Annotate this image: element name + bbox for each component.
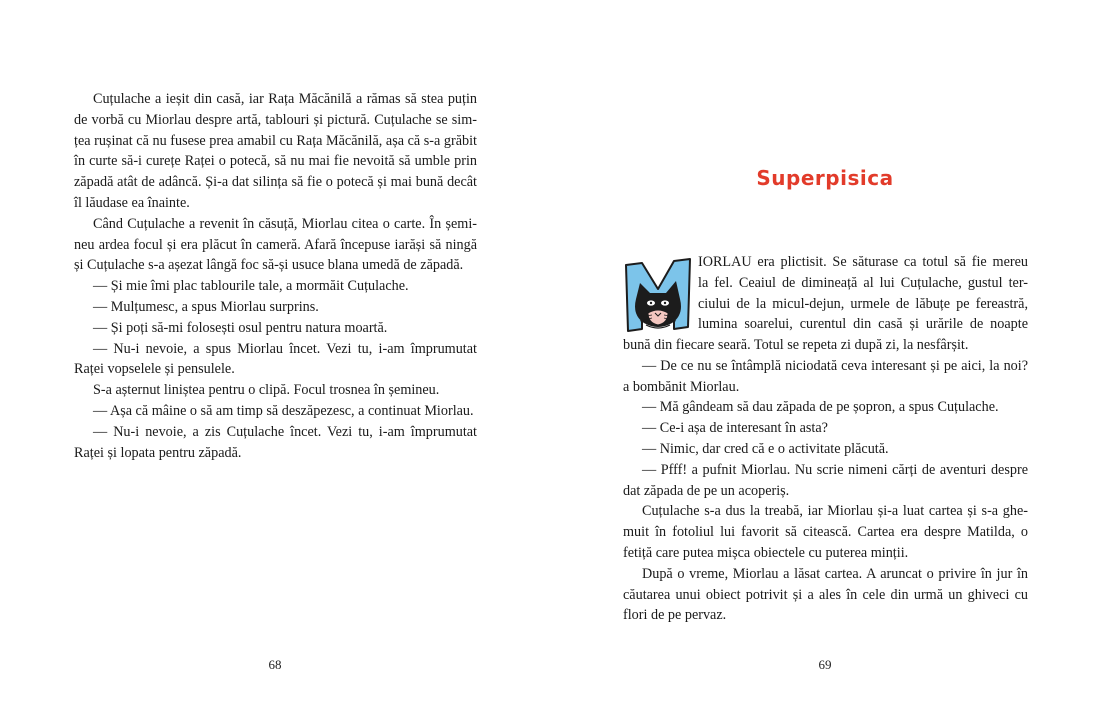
text-line: îl lăudase ea înainte. xyxy=(74,194,190,211)
right-page-text xyxy=(623,335,1028,626)
text-line: — Ce-i așa de interesant în asta? xyxy=(642,420,828,437)
dropcap-text xyxy=(698,252,1028,335)
page-number-left: 68 xyxy=(268,657,282,672)
dropcap-cat-illustration xyxy=(622,253,696,337)
text-line: și Cuțulache s-a așezat lângă foc să-și usuce blana umedă de zăpadă. xyxy=(74,257,464,274)
text-line: — De ce nu se întâmplă niciodată ceva interesant și pe aici, la noi? xyxy=(642,357,1028,374)
text-line: — Nimic, dar cred că e o activitate plăcută. xyxy=(642,440,889,457)
text-line: dat zăpada de pe un acoperiș. xyxy=(623,482,790,499)
text-line: — Pfff! a pufnit Miorlau. Nu scrie nimeni cărți de aventuri despre xyxy=(642,461,1028,478)
text-line: Cuțulache s-a dus la treabă, iar Miorlau și-a luat cartea și s-a ghe- xyxy=(642,503,1028,520)
text-line: zăpadă atât de adâncă. Și-a dat silința să fie o potecă și mai bună decât xyxy=(74,174,477,191)
text-line: Raței vopselele și pensulele. xyxy=(74,361,235,378)
text-line: muit în fotoliul lui favorit să citească. Cartea era despre Matilda, o xyxy=(623,524,1028,541)
text-line: a bombănit Miorlau. xyxy=(623,378,740,395)
text-line: ciului de la micul-dejun, urmele de lăbuțe pe fereastră, xyxy=(698,295,1028,312)
chapter-title: Superpisica xyxy=(756,166,894,190)
page-number-right: 69 xyxy=(818,657,832,672)
text-line: țea rușinat că nu fusese prea amabil cu Rața Măcănilă, așa că s-a grăbit xyxy=(74,132,477,149)
text-line: bună din fiecare seară. Totul se repeta zi după zi, la nesfârșit. xyxy=(623,337,969,353)
text-line: S-a așternut liniștea pentru o clipă. Focul trosnea în șemineu. xyxy=(93,382,440,399)
text-line: IORLAU era plictisit. Se săturase ca totul să fie mereu xyxy=(698,254,1028,270)
text-line: — Și poți să-mi folosești osul pentru natura moartă. xyxy=(93,319,388,336)
text-line: fetiță care putea mișca obiectele cu puterea minții. xyxy=(623,544,909,561)
text-line: în curte să-i curețe Raței o potecă, să nu mai fie nevoită să umble prin xyxy=(74,153,477,170)
text-line: căutarea unui obiect potrivit și a ales în cele din urmă un ghiveci cu xyxy=(623,586,1028,603)
text-line: — Nu-i nevoie, a zis Cuțulache încet. Vezi tu, i-am împrumutat xyxy=(93,423,477,440)
dropcap-m-cat-icon xyxy=(622,253,696,337)
text-line: Când Cuțulache a revenit în căsuță, Miorlau citea o carte. În șemi- xyxy=(93,215,477,232)
text-line: — Așa că mâine o să am timp să deszăpezesc, a continuat Miorlau. xyxy=(93,402,474,419)
text-line: flori de pe pervaz. xyxy=(623,607,727,624)
text-line: — Nu-i nevoie, a spus Miorlau încet. Vezi tu, i-am împrumutat xyxy=(93,340,477,357)
text-line: — Și mie îmi plac tablourile tale, a mormăit Cuțulache. xyxy=(93,278,409,295)
text-line: — Mă gândeam să dau zăpada de pe șopron, a spus Cuțulache. xyxy=(642,399,999,416)
text-line: la fel. Ceaiul de dimineață al lui Cuțulache, gustul ter- xyxy=(698,274,1028,291)
text-line: Cuțulache a ieșit din casă, iar Rața Măcănilă a rămas să stea puțin xyxy=(93,91,477,107)
text-line: neu ardea focul și era plăcut în cameră. Afară începuse iarăși să ningă xyxy=(74,236,477,253)
text-line: de vorbă cu Miorlau despre artă, tablouri și pictură. Cuțulache se sim- xyxy=(74,111,477,128)
text-line: După o vreme, Miorlau a lăsat cartea. A aruncat o privire în jur în xyxy=(642,565,1028,582)
text-line: Raței și lopata pentru zăpadă. xyxy=(74,444,242,461)
right-page xyxy=(550,0,1100,722)
text-line: lumina soarelui, curentul din casă și urările de noapte xyxy=(698,316,1028,333)
left-page-text xyxy=(74,89,477,463)
text-line: — Mulțumesc, a spus Miorlau surprins. xyxy=(93,298,319,315)
